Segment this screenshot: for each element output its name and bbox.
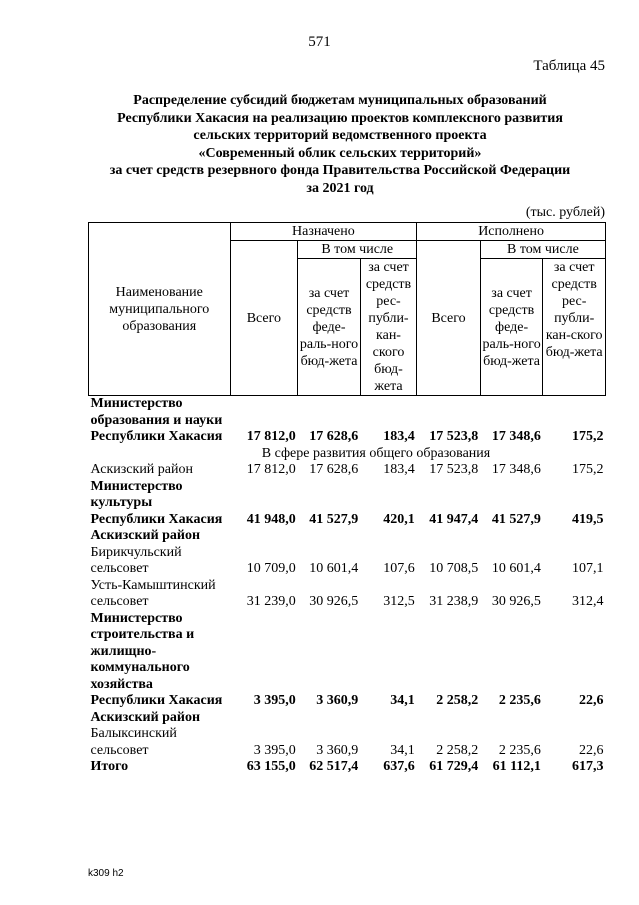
- row-value: 41 948,0: [246, 511, 296, 527]
- table-header: [89, 223, 606, 396]
- title-line: Республики Хакасия на реализацию проектов комплексного развития: [117, 110, 563, 126]
- table-row: [89, 578, 606, 611]
- table-row: [89, 726, 606, 759]
- table-row: [89, 759, 606, 776]
- row-value: [417, 710, 481, 727]
- header-executed: Исполнено: [417, 223, 606, 241]
- row-value: 41 527,9: [491, 511, 541, 527]
- table-body: [89, 396, 606, 776]
- section-subheader: В сфере развития общего образования: [261, 445, 491, 461]
- row-value: 17 628,6: [309, 429, 359, 444]
- row-value: 419,5: [572, 511, 604, 527]
- table-row: [89, 462, 606, 479]
- header-assigned-including: В том числе: [298, 241, 417, 259]
- table-row: [89, 446, 606, 463]
- row-value: 22,6: [579, 742, 604, 758]
- table-row: [89, 611, 606, 710]
- row-value: 3 395,0: [253, 742, 296, 758]
- header-assigned-federal: за счет средств феде-раль-ного бюд-жета: [298, 259, 361, 396]
- row-name: Бирикчульский сельсовет: [90, 544, 182, 576]
- row-value: 3 360,9: [316, 693, 359, 708]
- row-value: 41 947,4: [429, 511, 479, 527]
- row-value: 175,2: [572, 429, 604, 444]
- row-value: 31 239,0: [246, 594, 296, 609]
- row-name: Министерство строительства и жилищно-коммунального хозяйства Республики Хакасия: [90, 610, 223, 708]
- row-value: [230, 710, 298, 727]
- row-value: 17 523,8: [429, 462, 479, 477]
- row-value: 10 708,5: [429, 561, 479, 576]
- units-label: (тыс. рублей): [525, 205, 605, 220]
- row-name: Министерство культуры Республики Хакасия: [90, 478, 223, 527]
- title-line: сельских территорий ведомственного проекта: [193, 128, 487, 143]
- row-value: 10 601,4: [309, 561, 359, 576]
- document-title: [80, 92, 600, 197]
- row-value: 10 709,0: [246, 561, 296, 576]
- row-value: 17 348,6: [491, 462, 541, 477]
- row-value: 34,1: [390, 742, 415, 758]
- row-value: 34,1: [390, 693, 415, 708]
- row-value: 30 926,5: [491, 594, 541, 609]
- row-value: 41 527,9: [309, 511, 359, 527]
- table-row: [89, 396, 606, 446]
- row-value: 62 517,4: [309, 759, 359, 774]
- table-row: [89, 545, 606, 578]
- row-value: [360, 710, 416, 727]
- row-name: Усть-Камыштинский сельсовет: [90, 577, 216, 609]
- row-value: [230, 528, 298, 545]
- row-value: 2 235,6: [498, 693, 541, 708]
- header-name-col: Наименование муниципального образования: [89, 223, 231, 396]
- page-number: 571: [308, 34, 331, 50]
- title-line: Распределение субсидий бюджетам муниципальных образований: [133, 93, 547, 108]
- row-value: 183,4: [383, 429, 415, 444]
- row-value: 61 729,4: [429, 759, 479, 774]
- row-value: 22,6: [579, 693, 604, 708]
- row-value: [360, 528, 416, 545]
- row-value: 107,6: [383, 561, 415, 576]
- row-value: [298, 710, 361, 727]
- row-value: 63 155,0: [246, 759, 296, 774]
- row-value: 3 360,9: [316, 742, 359, 758]
- table-row: [89, 710, 606, 727]
- table-number: Таблица 45: [533, 58, 605, 74]
- title-line: «Современный облик сельских территорий»: [198, 145, 482, 161]
- row-value: 2 258,2: [436, 693, 479, 708]
- row-value: 3 395,0: [253, 693, 296, 708]
- row-name: Аскизский район: [90, 462, 193, 477]
- header-executed-total: Всего: [417, 241, 481, 396]
- row-value: [480, 528, 543, 545]
- row-value: 617,3: [572, 759, 604, 774]
- title-line: за 2021 год: [306, 180, 374, 196]
- header-assigned: Назначено: [230, 223, 417, 241]
- row-name: Аскизский район: [90, 528, 201, 543]
- row-value: 420,1: [383, 511, 415, 527]
- row-value: 17 628,6: [309, 462, 359, 477]
- row-value: 17 523,8: [429, 429, 479, 444]
- header-assigned-total: Всего: [230, 241, 298, 396]
- row-value: 637,6: [383, 759, 415, 774]
- row-name: Балыксинский сельсовет: [90, 726, 177, 758]
- row-value: 107,1: [572, 561, 604, 576]
- row-value: [543, 710, 606, 727]
- title-line: за счет средств резервного фонда Правительства Российской Федерации: [109, 163, 571, 178]
- row-value: 10 601,4: [491, 561, 541, 576]
- table-row: [89, 528, 606, 545]
- header-executed-republic: за счет средств рес-публи-кан-ского бюд-жета: [543, 259, 606, 396]
- row-value: [543, 528, 606, 545]
- row-value: 61 112,1: [492, 759, 541, 774]
- row-value: 183,4: [383, 462, 415, 477]
- row-value: 31 238,9: [429, 594, 479, 609]
- row-name: Аскизский район: [90, 709, 201, 725]
- footer-code: k309 h2: [88, 868, 124, 879]
- row-value: 30 926,5: [309, 594, 359, 609]
- row-value: 17 348,6: [491, 429, 541, 444]
- table-row: [89, 479, 606, 529]
- subsidy-table: [88, 222, 606, 776]
- row-value: [480, 710, 543, 727]
- row-value: 2 235,6: [498, 742, 541, 758]
- row-value: 17 812,0: [246, 429, 296, 444]
- row-name: Министерство образования и науки Республики Хакасия: [90, 396, 223, 444]
- row-value: 2 258,2: [436, 742, 479, 758]
- row-value: 17 812,0: [246, 462, 296, 477]
- row-value: [298, 528, 361, 545]
- row-name: Итого: [90, 759, 129, 774]
- header-executed-federal: за счет средств феде-раль-ного бюд-жета: [480, 259, 543, 396]
- header-assigned-republic: за счет средств рес-публи-кан-ского бюд-жета: [360, 259, 416, 396]
- row-value: 175,2: [572, 462, 604, 477]
- row-value: [417, 528, 481, 545]
- row-value: 312,5: [383, 594, 415, 609]
- header-executed-including: В том числе: [480, 241, 605, 259]
- row-value: 312,4: [572, 594, 604, 609]
